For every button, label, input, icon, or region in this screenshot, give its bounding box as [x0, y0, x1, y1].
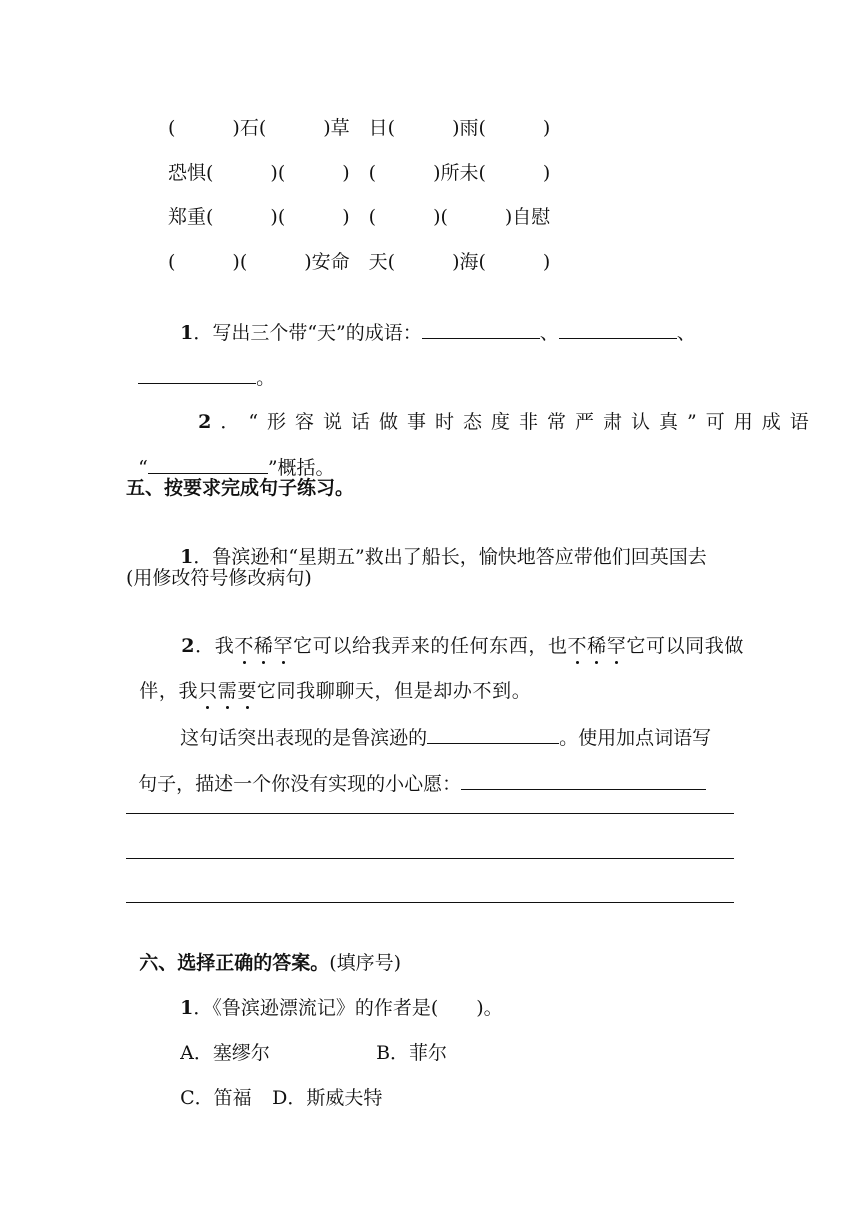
answer-line-2[interactable] [126, 858, 734, 859]
emphasis-dot-text [568, 635, 627, 657]
idiom-row-1: ( )石( )草 日( )雨( ) [168, 117, 551, 139]
section-5-item-2 [168, 610, 744, 658]
emphasis-dot-text [234, 635, 293, 657]
answer-blank-3[interactable] [138, 365, 256, 384]
question-1-tian-idioms [168, 296, 696, 345]
answer-line-3[interactable] [126, 902, 734, 903]
section-5-item-2-line-2 [126, 655, 531, 703]
options-row-2 [168, 1062, 382, 1110]
question-text: ．写出三个带“天”的成语： [193, 322, 422, 344]
emphasis-dot-text [198, 680, 257, 702]
emphasized-character: 稀 [253, 635, 274, 657]
idiom-row-2: 恐惧( )( ) ( )所未( ) [168, 162, 551, 184]
sentence-text: ．鲁滨逊和“星期五”救出了船长，愉快地答应带他们回英国去 [193, 546, 707, 568]
option-a[interactable]: A．塞缪尔 [180, 1042, 270, 1064]
question-number: 1 [180, 997, 194, 1019]
emphasized-character: 稀 [587, 635, 607, 657]
answer-blank-1[interactable] [422, 320, 540, 339]
question-text: 。使用加点词语写 [559, 727, 712, 749]
close-text: ”概括。 [267, 457, 335, 479]
section-5-item-1 [168, 521, 707, 569]
question-2-idiom-description [168, 386, 818, 434]
emphasized-character: 需 [217, 680, 238, 702]
separator: 、 [539, 322, 559, 344]
section-5-title: 五、按要求完成句子练习。 [126, 477, 355, 499]
sentence-part: 伴，我 [139, 680, 199, 702]
question-text: 句子，描述一个你没有实现的小心愿： [138, 773, 462, 795]
emphasized-character: 只 [198, 680, 218, 702]
emphasized-word [234, 635, 293, 657]
question-text: ．“形容说话做事时态度非常严肃认真”可用成语 [220, 411, 818, 433]
answer-blank[interactable] [427, 725, 559, 744]
option-b[interactable]: B．菲尔 [376, 1042, 448, 1064]
option-c[interactable]: C．笛福 [180, 1087, 252, 1109]
section-title-text: 六、选择正确的答案。 [139, 952, 330, 974]
idiom-row-3: 郑重( )( ) ( )( )自慰 [168, 206, 551, 228]
sentence-part: 它同我聊聊天，但是却办不到。 [256, 680, 532, 702]
question-number: 1 [180, 546, 194, 568]
sentence-part: 它可以同我做 [626, 635, 744, 657]
emphasized-character: 不 [567, 635, 588, 657]
question-text: ．《鲁滨逊漂流记》的作者是( )。 [193, 997, 503, 1019]
end-mark: 。 [256, 367, 276, 389]
open-quote: “ [138, 457, 148, 479]
answer-blank[interactable] [148, 455, 268, 474]
question-2-line-2 [126, 431, 335, 480]
question-text: 这句话突出表现的是鲁滨逊的 [180, 727, 428, 749]
emphasized-character: 罕 [606, 635, 627, 657]
question-number: 1 [180, 322, 194, 344]
emphasized-character: 要 [237, 680, 257, 702]
idiom-row-4: ( )( )安命 天( )海( ) [168, 251, 551, 273]
answer-blank-2[interactable] [559, 320, 677, 339]
answer-line-1[interactable] [126, 813, 734, 814]
separator: 、 [676, 322, 696, 344]
question-number: 2 [181, 635, 196, 657]
sentence-part: ．我 [195, 635, 235, 657]
section-5-question-line-2 [126, 747, 706, 796]
sentence-part: 它可以给我弄来的任何东西，也 [293, 635, 568, 657]
answer-blank[interactable] [461, 771, 706, 790]
section-title-note: (填序号) [329, 952, 402, 974]
option-d[interactable]: D．斯威夫特 [272, 1087, 383, 1109]
section-5-item-1-instruction: (用修改符号修改病句) [126, 567, 312, 589]
question-number: 2 [198, 411, 221, 433]
emphasized-character: 不 [234, 635, 254, 657]
section-6-question-1 [168, 972, 503, 1020]
section-6-title [126, 927, 401, 975]
options-row-1 [168, 1017, 447, 1065]
emphasized-character: 罕 [273, 635, 294, 657]
section-5-question-line-1 [168, 701, 711, 750]
question-1-line-2 [126, 341, 275, 390]
